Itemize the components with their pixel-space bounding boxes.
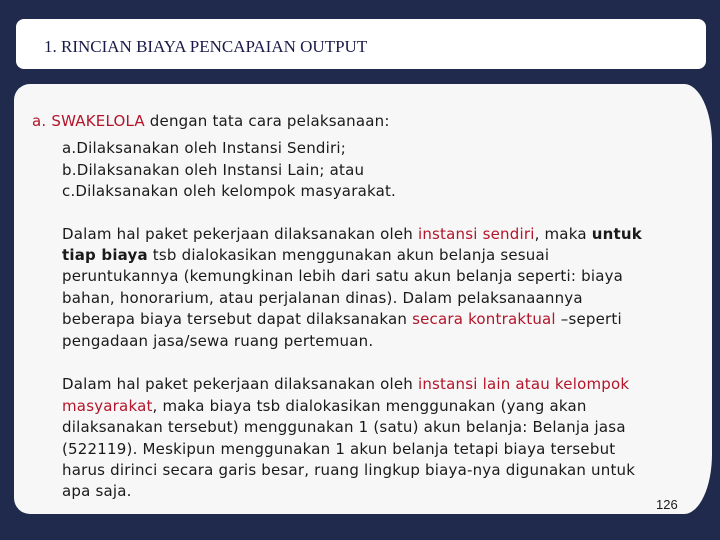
para1-line2: [62, 245, 549, 266]
para1-text: beberapa biaya tersebut dapat dilaksanakan: [62, 310, 413, 328]
slide-title: 1. RINCIAN BIAYA PENCAPAIAN OUTPUT: [44, 37, 368, 56]
para1-line3: peruntukannya (kemungkinan lebih dari satu akun belanja seperti: biaya: [62, 267, 624, 285]
para2-line6: apa saja.: [62, 482, 132, 500]
para1-line1: [62, 224, 642, 245]
para2-text: , maka biaya tsb dialokasikan menggunakan (yang akan: [152, 397, 587, 415]
para2-line4: (522119). Meskipun menggunakan 1 akun belanja tetapi biaya tersebut: [62, 440, 616, 458]
para1-text: –seperti: [555, 310, 622, 328]
instansi-lain-term: instansi lain atau kelompok: [417, 375, 630, 393]
instansi-sendiri-term: instansi sendiri: [417, 225, 535, 243]
page-number: 126: [656, 497, 678, 512]
para1-line6: pengadaan jasa/sewa ruang pertemuan.: [62, 332, 374, 350]
masyarakat-term: masyarakat: [62, 397, 153, 415]
option-c: c.Dilaksanakan oleh kelompok masyarakat.: [62, 182, 397, 200]
para1-text: Dalam hal paket pekerjaan dilaksanakan oleh: [62, 225, 418, 243]
para2-line2: [62, 396, 587, 417]
option-b: b.Dilaksanakan oleh Instansi Lain; atau: [62, 161, 365, 179]
para1-bold: untuk: [591, 225, 642, 243]
intro-marker: a.: [32, 112, 47, 130]
intro-rest: dengan tata cara pelaksanaan:: [144, 112, 390, 130]
tiap-biaya-term: tiap biaya: [62, 246, 148, 264]
para2-line3: dilaksanakan tersebut) menggunakan 1 (satu) akun belanja: Belanja jasa: [62, 418, 626, 436]
para2-line5: harus dirinci secara garis besar, ruang lingkup biaya-nya digunakan untuk: [62, 461, 636, 479]
para1-text: tsb dialokasikan menggunakan akun belanja sesuai: [147, 246, 550, 264]
intro-line: [32, 111, 390, 132]
para1-line4: bahan, honorarium, atau perjalanan dinas). Dalam pelaksanaannya: [62, 289, 583, 307]
para1-line5: [62, 309, 622, 330]
kontraktual-term: secara kontraktual: [412, 310, 556, 328]
option-a: a.Dilaksanakan oleh Instansi Sendiri;: [62, 139, 346, 157]
para2-text: Dalam hal paket pekerjaan dilaksanakan oleh: [62, 375, 418, 393]
swakelola-term: SWAKELOLA: [51, 112, 145, 130]
para1-text: , maka: [534, 225, 592, 243]
para2-line1: [62, 374, 629, 395]
